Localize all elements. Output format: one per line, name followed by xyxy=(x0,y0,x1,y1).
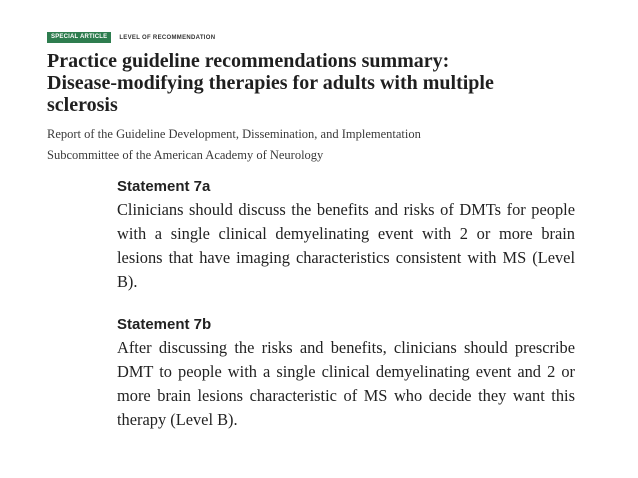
special-article-badge: SPECIAL ARTICLE xyxy=(47,32,111,43)
recommendation-level-label: LEVEL OF RECOMMENDATION xyxy=(119,34,216,41)
statement-7a xyxy=(117,177,575,294)
statement-heading: Statement 7a xyxy=(117,178,211,195)
statement-body: After discussing the risks and benefits, clinicians should prescribe DMT to people with a single clinical demyelinating event and 2 or more brain lesions characteristic of MS who decide they want this therapy (Level B). xyxy=(117,338,575,429)
statement-heading: Statement 7b xyxy=(117,316,212,333)
article-tag-row xyxy=(47,32,215,43)
article-subtitle: Report of the Guideline Development, Dissemination, and Implementation Subcommittee of the American Academy of Neurology xyxy=(47,127,421,162)
article-title: Practice guideline recommendations summary: Disease-modifying therapies for adults with multiple sclerosis xyxy=(47,50,494,116)
statement-body: Clinicians should discuss the benefits and risks of DMTs for people with a single clinical demyelinating event with 2 or more brain lesions that have imaging characteristics consistent with MS (Level B). xyxy=(117,200,575,291)
statement-7b xyxy=(117,315,575,432)
